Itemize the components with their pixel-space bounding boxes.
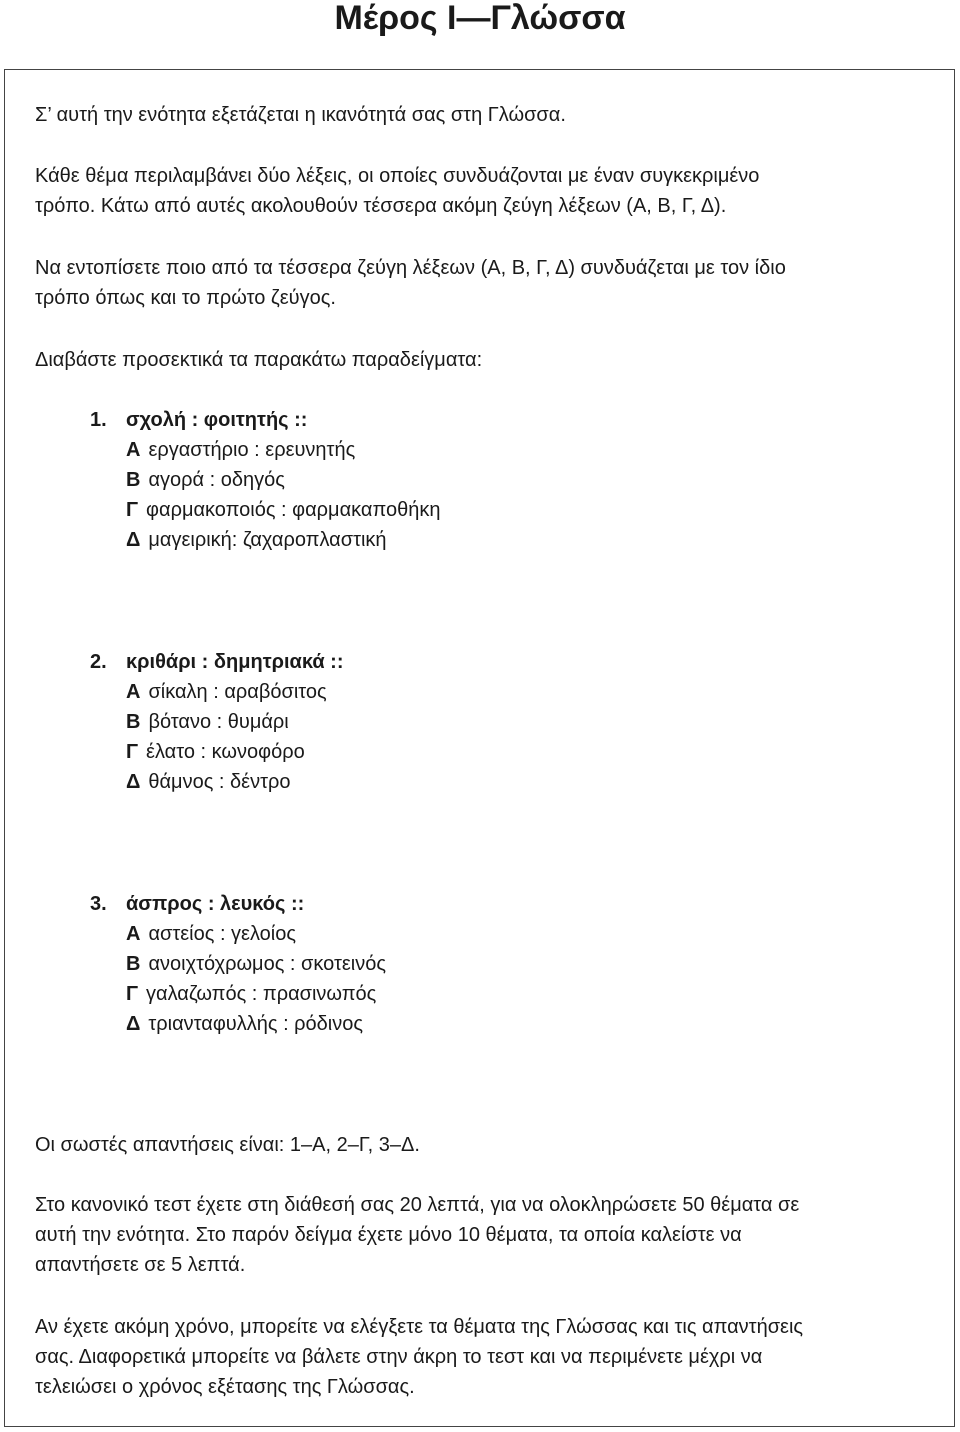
option-a	[126, 677, 327, 707]
example-number: 3.	[90, 893, 107, 915]
option-c	[126, 495, 440, 525]
option-label: Α	[126, 681, 141, 703]
example-number: 2.	[90, 651, 107, 673]
answers-line: Οι σωστές απαντήσεις είναι: 1–Α, 2–Γ, 3–Δ.	[35, 1134, 420, 1156]
option-label: Δ	[126, 529, 141, 551]
option-label: Β	[126, 953, 141, 975]
option-text: γαλαζωπός : πρασινωπός	[146, 983, 377, 1005]
extra-paragraph-line-1: Αν έχετε ακόμη χρόνο, μπορείτε να ελέγξετε τα θέματα της Γλώσσας και τις απαντήσεις	[35, 1316, 804, 1338]
option-label: Α	[126, 439, 141, 461]
option-a	[126, 919, 296, 949]
option-label: Δ	[126, 1013, 141, 1035]
option-label: Δ	[126, 771, 141, 793]
option-text: βότανο : θυμάρι	[148, 711, 289, 733]
time-paragraph-line-3: απαντήσετε σε 5 λεπτά.	[35, 1254, 246, 1276]
intro-paragraph-1: Σ’ αυτή την ενότητα εξετάζεται η ικανότητά σας στη Γλώσσα.	[35, 104, 566, 126]
option-b	[126, 707, 289, 737]
option-d	[126, 767, 290, 797]
option-text: σίκαλη : αραβόσιτος	[148, 681, 327, 703]
option-text: θάμνος : δέντρο	[148, 771, 291, 793]
option-c	[126, 979, 376, 1009]
option-label: Γ	[126, 983, 139, 1005]
option-label: Β	[126, 711, 141, 733]
option-label: Β	[126, 469, 141, 491]
option-b	[126, 949, 386, 979]
option-b	[126, 465, 285, 495]
intro-paragraph-4: Διαβάστε προσεκτικά τα παρακάτω παραδείγματα:	[35, 349, 483, 371]
option-a	[126, 435, 355, 465]
example-stem: άσπρος : λευκός ::	[126, 893, 305, 915]
example-stem: κριθάρι : δημητριακά ::	[126, 651, 344, 673]
option-c	[126, 737, 305, 767]
extra-paragraph-line-3: τελειώσει ο χρόνος εξέτασης της Γλώσσας.	[35, 1376, 415, 1398]
option-text: αστείος : γελοίος	[148, 923, 296, 945]
option-text: ανοιχτόχρωμος : σκοτεινός	[148, 953, 386, 975]
option-text: φαρμακοποιός : φαρμακαποθήκη	[146, 499, 441, 521]
intro-paragraph-3-line-1: Να εντοπίσετε ποιο από τα τέσσερα ζεύγη λέξεων (Α, Β, Γ, Δ) συνδυάζεται με τον ίδιο	[35, 257, 786, 279]
option-text: εργαστήριο : ερευνητής	[148, 439, 356, 461]
option-text: τριανταφυλλής : ρόδινος	[148, 1013, 364, 1035]
option-text: έλατο : κωνοφόρο	[146, 741, 305, 763]
option-label: Γ	[126, 499, 139, 521]
intro-paragraph-2-line-2: τρόπο. Κάτω από αυτές ακολουθούν τέσσερα ακόμη ζεύγη λέξεων (Α, Β, Γ, Δ).	[35, 195, 727, 217]
intro-paragraph-3-line-2: τρόπο όπως και το πρώτο ζεύγος.	[35, 287, 336, 309]
option-text: αγορά : οδηγός	[148, 469, 285, 491]
option-d	[126, 1009, 363, 1039]
option-text: μαγειρική: ζαχαροπλαστική	[148, 529, 387, 551]
page-title: Μέρος Ι—Γλώσσα	[334, 0, 626, 37]
example-stem: σχολή : φοιτητής ::	[126, 409, 308, 431]
time-paragraph-line-1: Στο κανονικό τεστ έχετε στη διάθεσή σας 20 λεπτά, για να ολοκληρώσετε 50 θέματα σε	[35, 1194, 800, 1216]
example-number: 1.	[90, 409, 107, 431]
intro-paragraph-2-line-1: Κάθε θέμα περιλαμβάνει δύο λέξεις, οι οποίες συνδυάζονται με έναν συγκεκριμένο	[35, 165, 760, 187]
option-label: Α	[126, 923, 141, 945]
option-d	[126, 525, 387, 555]
time-paragraph-line-2: αυτή την ενότητα. Στο παρόν δείγμα έχετε μόνο 10 θέματα, τα οποία καλείστε να	[35, 1224, 742, 1246]
extra-paragraph-line-2: σας. Διαφορετικά μπορείτε να βάλετε στην άκρη το τεστ και να περιμένετε μέχρι να	[35, 1346, 763, 1368]
option-label: Γ	[126, 741, 139, 763]
